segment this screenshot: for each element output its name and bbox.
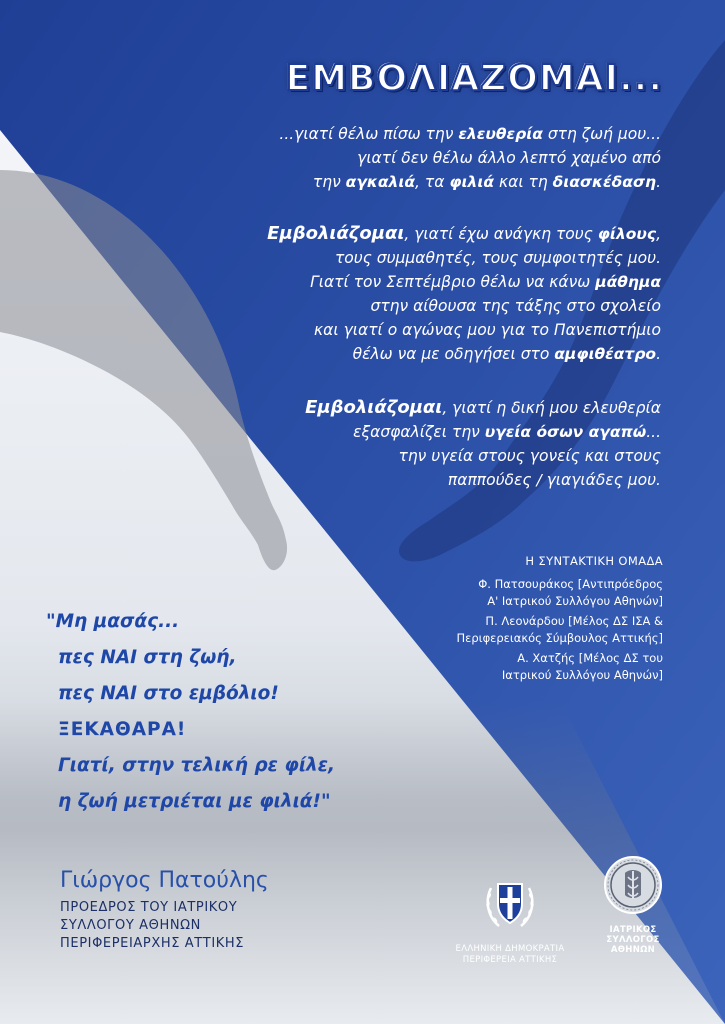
- paragraph-line: [305, 420, 661, 444]
- emphasis: διασκέδαση: [552, 173, 657, 191]
- quote-line: Γιατί, στην τελική ρε φίλε,: [58, 755, 336, 776]
- medical-association-seal-icon: [603, 855, 663, 915]
- paragraph-friends: [267, 222, 661, 366]
- quote-line: πες ΝΑΙ στη ζωή,: [58, 647, 237, 668]
- paragraph-line: [267, 270, 661, 294]
- text: .: [656, 345, 661, 363]
- emphasis: υγεία όσων αγαπώ: [484, 423, 647, 441]
- text: , γιατί έχω ανάγκη τους: [404, 225, 598, 243]
- region-logo-line: ΕΛΛΗΝΙΚΗ ΔΗΜΟΚΡΑΤΙΑ: [455, 944, 565, 954]
- paragraph-line: [267, 342, 661, 366]
- text: την: [312, 173, 346, 191]
- paragraph-health: [305, 396, 661, 492]
- member-line: Π. Λεονάρδου [Μέλος ΔΣ ΙΣΑ &: [485, 614, 663, 628]
- role-line: ΠΕΡΙΦΕΡΕΙΑΡΧΗΣ ΑΤΤΙΚΗΣ: [60, 936, 245, 951]
- paragraph-line: στην αίθουσα της τάξης στο σχολείο: [370, 297, 661, 315]
- editorial-team: [403, 553, 663, 687]
- lead-word: Εμβολιάζομαι: [305, 397, 443, 418]
- quote-line: ΞΕΚΑΘΑΡΑ!: [58, 719, 187, 740]
- text: θέλω να με οδηγήσει στο: [352, 345, 555, 363]
- team-member: [403, 613, 663, 647]
- emphasis: μάθημα: [595, 273, 661, 291]
- text: ...: [646, 423, 661, 441]
- paragraph-line: παππούδες / γιαγιάδες μου.: [447, 471, 661, 489]
- text: και τη: [494, 173, 553, 191]
- medical-association-logo: [595, 855, 671, 955]
- text: ,: [656, 225, 661, 243]
- text: ...γιατί θέλω πίσω την: [279, 125, 459, 143]
- emphasis: αγκαλιά: [345, 173, 416, 191]
- quote-line: πες ΝΑΙ στο εμβόλιο!: [58, 683, 279, 704]
- poster-title: ΕΜΒΟΛΙΑΖΟΜΑΙ...: [285, 58, 663, 99]
- signatory-name: Γιώργος Πατούλης: [60, 868, 269, 893]
- paragraph-line: γιατί δεν θέλω άλλο λεπτό χαμένο από: [357, 149, 661, 167]
- paragraph-line: την υγεία στους γονείς και στους: [398, 447, 661, 465]
- quote-line: η ζωή μετριέται με φιλιά!": [58, 791, 331, 812]
- paragraph-line: [279, 122, 661, 146]
- signatory-roles: [60, 899, 269, 953]
- member-line: Α. Χατζής [Μέλος ΔΣ του: [517, 651, 663, 665]
- paragraph-line: και γιατί ο αγώνας μου για το Πανεπιστήμιο: [314, 321, 661, 339]
- member-line: Α' Ιατρικού Συλλόγου Αθηνών]: [487, 594, 663, 608]
- region-logo-line: ΠΕΡΙΦΕΡΕΙΑ ΑΤΤΙΚΗΣ: [462, 955, 558, 965]
- text: εξασφαλίζει την: [353, 423, 485, 441]
- region-logo: [450, 872, 570, 966]
- team-member: [403, 650, 663, 684]
- association-logo-line: ΙΑΤΡΙΚΟΣ: [609, 925, 657, 935]
- role-line: ΣΥΛΛΟΓΟΥ ΑΘΗΝΩΝ: [60, 918, 202, 933]
- role-line: ΠΡΟΕΔΡΟΣ ΤΟΥ ΙΑΤΡΙΚΟΥ: [60, 900, 238, 915]
- text: Γιατί τον Σεπτέμβριο θέλω να κάνω: [310, 273, 596, 291]
- signature-block: [60, 868, 269, 953]
- paragraph-line: [279, 170, 661, 194]
- text: στη ζωή μου...: [542, 125, 661, 143]
- paragraph-line: [267, 222, 661, 246]
- member-line: Περιφερειακός Σύμβουλος Αττικής]: [456, 631, 663, 645]
- quote-line: "Μη μασάς...: [46, 611, 180, 632]
- quote-block: [46, 604, 335, 820]
- emphasis: φιλιά: [449, 173, 495, 191]
- member-line: Ιατρικού Συλλόγου Αθηνών]: [501, 668, 663, 682]
- paragraph-line: τους συμμαθητές, τους συμφοιτητές μου.: [334, 249, 661, 267]
- association-logo-line: ΑΘΗΝΩΝ: [610, 945, 656, 955]
- association-logo-line: ΣΥΛΛΟΓΟΣ: [606, 935, 660, 945]
- team-member: [403, 576, 663, 610]
- lead-word: Εμβολιάζομαι: [267, 223, 405, 244]
- text: , τα: [415, 173, 450, 191]
- paragraph-line: [305, 396, 661, 420]
- emphasis: ελευθερία: [458, 125, 543, 143]
- member-line: Φ. Πατσουράκος [Αντιπρόεδρος: [478, 577, 663, 591]
- emphasis: φίλους: [597, 225, 657, 243]
- team-heading: Η ΣΥΝΤΑΚΤΙΚΗ ΟΜΑΔΑ: [525, 554, 663, 568]
- paragraph-freedom: [279, 122, 661, 194]
- text: , γιατί η δική μου ελευθερία: [442, 399, 661, 417]
- emphasis: αμφιθέατρο: [554, 345, 657, 363]
- text: .: [656, 173, 661, 191]
- greek-emblem-icon: [479, 872, 541, 934]
